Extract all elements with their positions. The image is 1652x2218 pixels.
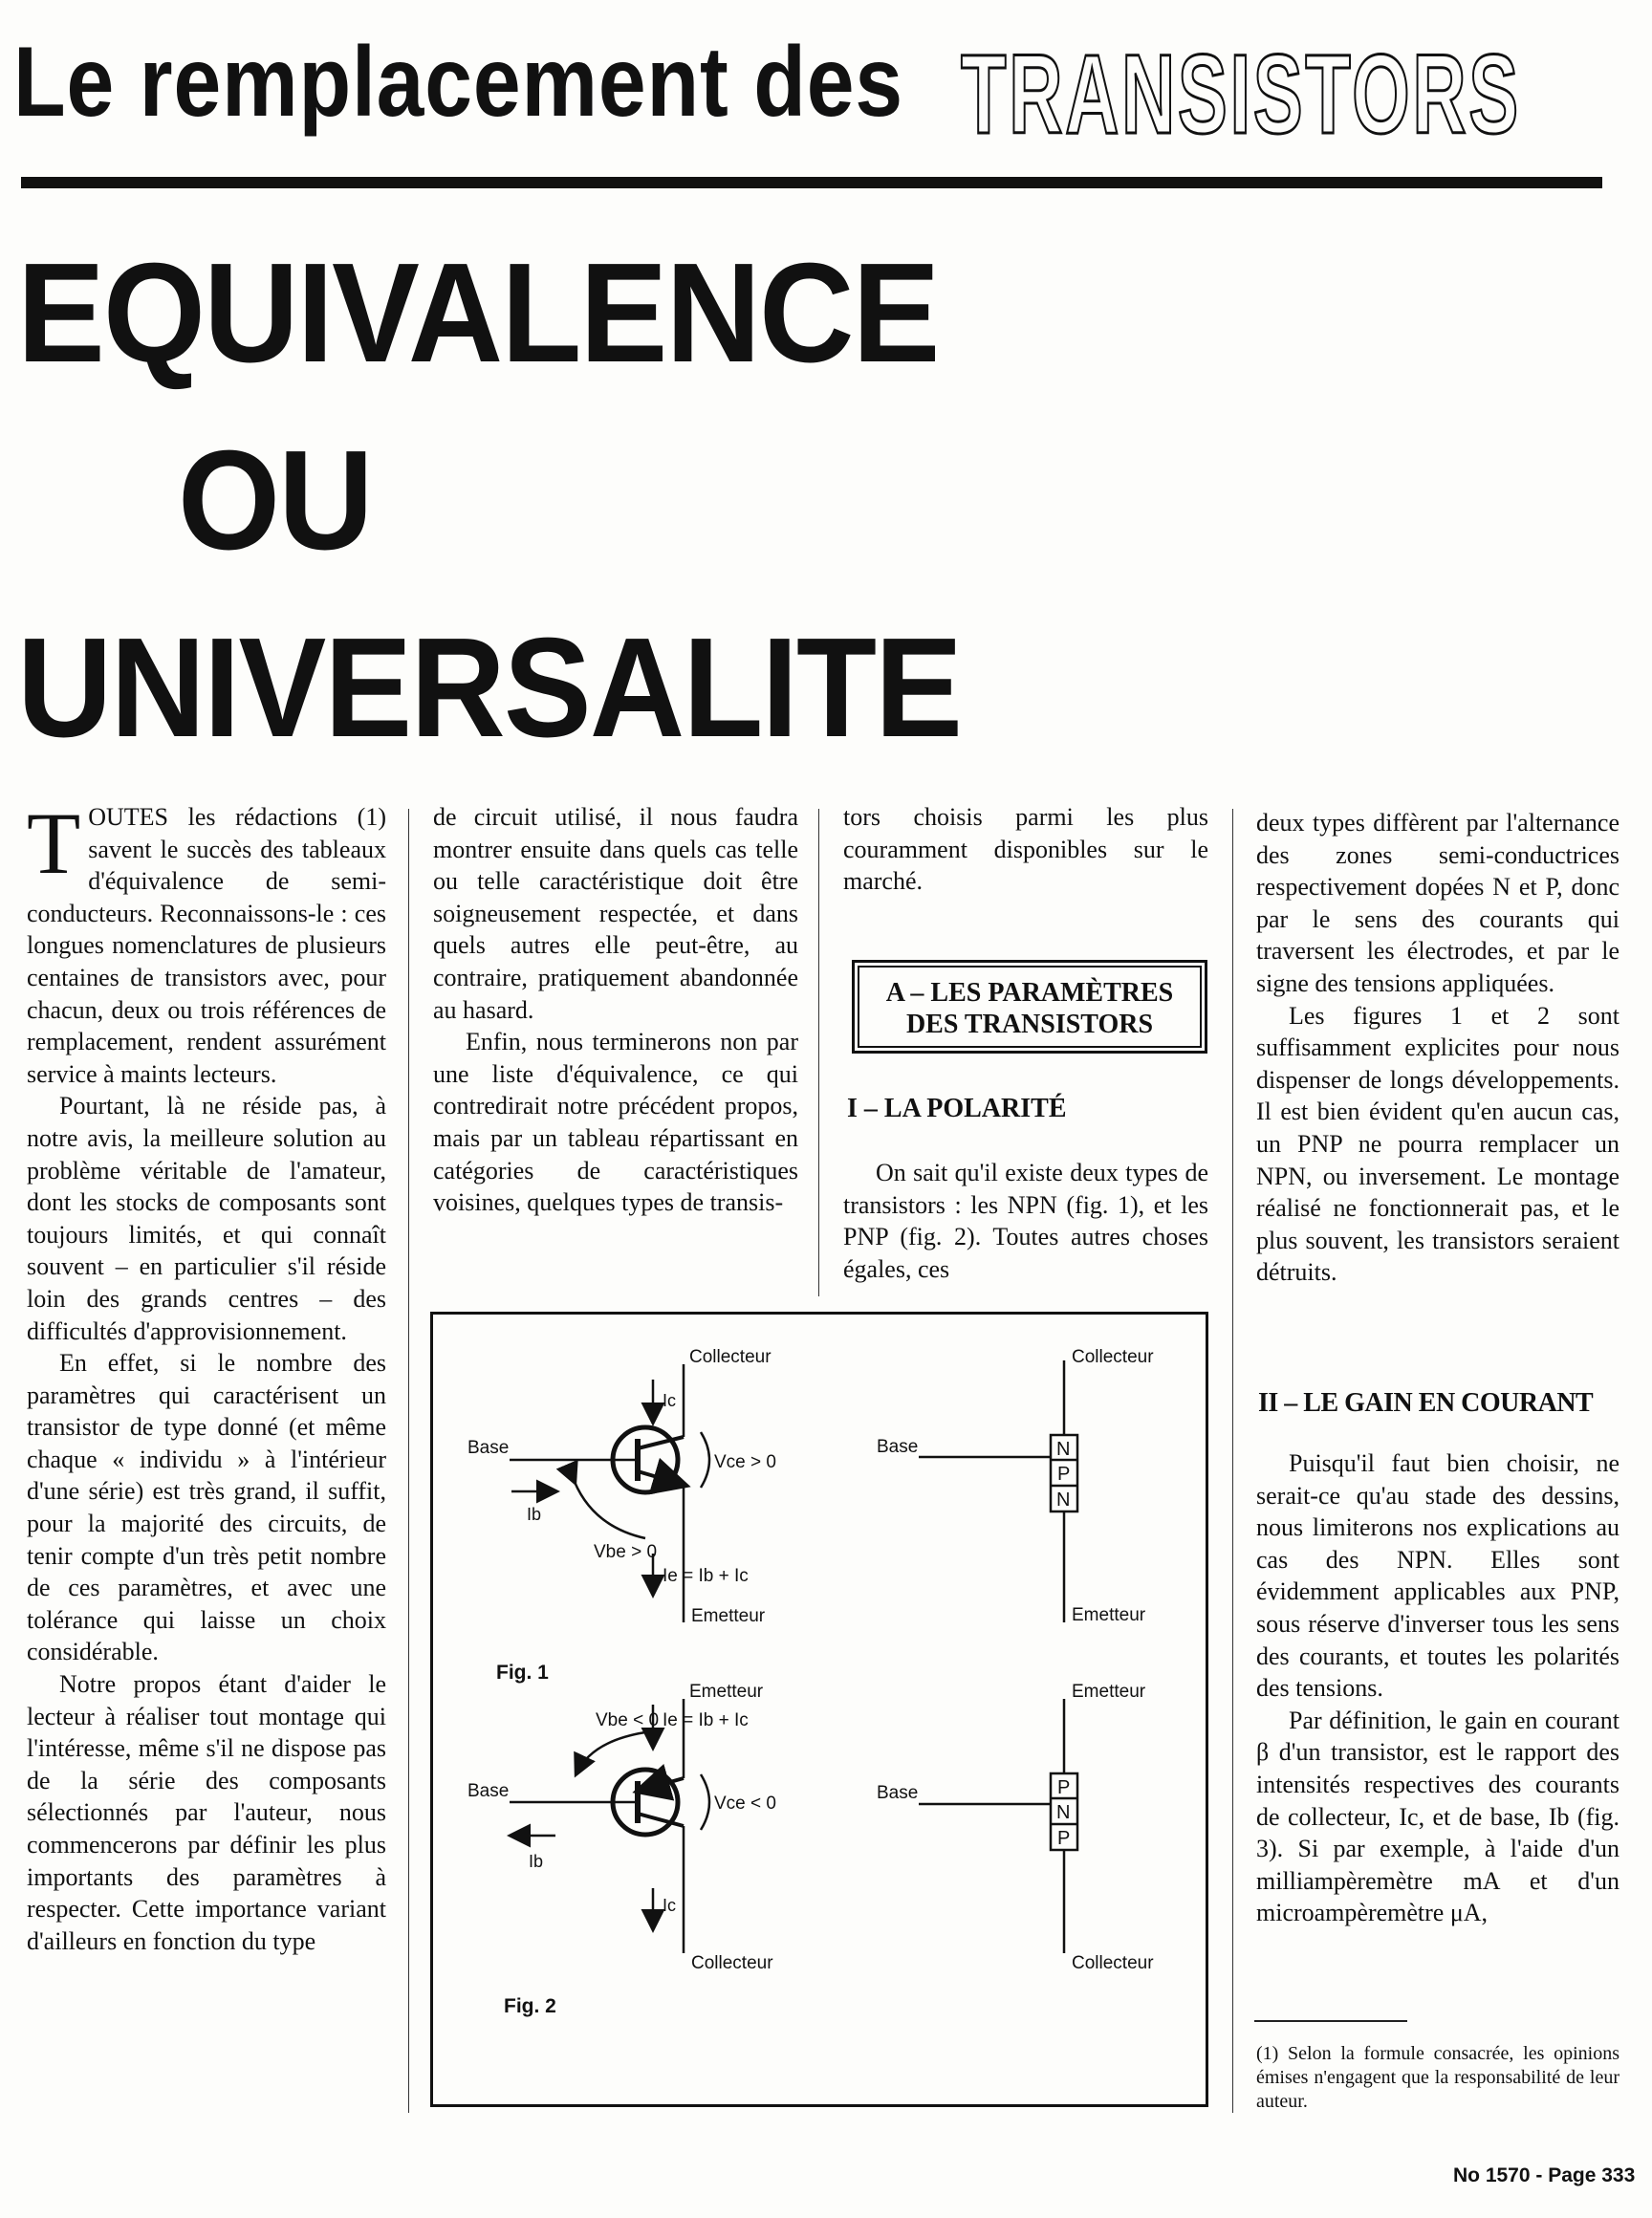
subheading-polarite: I – LA POLARITÉ [847, 1094, 1067, 1123]
fig2-vbe-arc [576, 1732, 645, 1773]
paragraph: Enfin, nous terminerons non par une liste d'équivalence, ce qui contredirait notre précédent propos, mais par un tableau répartissant en catégories de caractéristiques voisines, quelques types de transis- [433, 1028, 798, 1217]
headline-line3: UNIVERSALITE [17, 609, 962, 767]
paragraph: de circuit utilisé, il nous faudra montrer ensuite dans quels cas telle ou telle caractéristique doit être soigneusement respectée, et dans quels autres elle peut-être, au contraire, pratiquement abandonnée au hasard. [433, 803, 798, 1024]
paragraph: Les figures 1 et 2 sont suffisamment explicites pour nous dispenser de longs développements. Il est bien évident qu'en aucun cas, un PNP ne pourra remplacer un NPN, ou inversement. Le montage réalisé ne fonctionnerait pas, et le plus souvent, les transistors seraient détruits. [1256, 1001, 1619, 1287]
fig2-label-vbe: Vbe < 0 [596, 1710, 660, 1730]
header-title-outline: TRANSISTORS [961, 32, 1521, 158]
fig2-caption: Fig. 2 [504, 1995, 556, 2017]
paragraph: Notre propos étant d'aider le lecteur à réaliser tout montage qui l'intéresse, même s'il ne dispose pas de la série des composants sélectionnés par l'auteur, nous commencerons par définir les plus importants des paramètres à respecter. Cette importance variant d'ailleurs en fonction du type [27, 1670, 386, 1955]
fig2-layer-2: N [1056, 1802, 1071, 1823]
fig2-label-ib: Ib [529, 1852, 544, 1871]
fig1-layer-label-collecteur: Collecteur [1072, 1347, 1154, 1367]
column-separator [1232, 809, 1233, 2113]
fig2-label-base: Base [467, 1781, 510, 1801]
fig1-label-emetteur: Emetteur [691, 1606, 766, 1626]
fig1-vce-arc [701, 1432, 709, 1488]
page-number: No 1570 - Page 333 [1453, 2164, 1636, 2186]
fig2-label-emetteur: Emetteur [689, 1682, 764, 1702]
fig2-label-ic: Ic [663, 1896, 677, 1915]
paragraph: Par définition, le gain en courant β d'un transistor, est le rapport des intensités respectives des courants de collecteur, Ic, et de base, Ib (fig. 3). Si par exemple, à l'aide d'un milliampèremètre mA et d'un microampèremètre μA, [1256, 1706, 1619, 1927]
fig2-label-vce: Vce < 0 [714, 1794, 776, 1814]
headline-line1: EQUIVALENCE [17, 234, 939, 392]
header-rule [21, 177, 1602, 188]
fig2-layer-label-collecteur: Collecteur [1072, 1953, 1154, 1973]
transistor-figures [433, 1315, 1206, 2104]
fig2-layer-label-emetteur: Emetteur [1072, 1682, 1146, 1702]
fig1-layer-2: P [1057, 1464, 1071, 1485]
fig1-label-collecteur: Collecteur [689, 1347, 772, 1367]
footnote: (1) Selon la formule consacrée, les opinions émises n'engagent que la responsabilité de leur auteur. [1256, 2043, 1619, 2112]
fig1-label-base: Base [467, 1438, 510, 1458]
fig2-layer-1: P [1057, 1777, 1071, 1798]
fig2-label-ie: Ie = Ib + Ic [663, 1710, 749, 1730]
fig2-vce-arc [701, 1774, 709, 1830]
fig1-layer-1: N [1056, 1439, 1071, 1460]
paragraph: En effet, si le nombre des paramètres qui caractérisent un transistor de type donné (et même chaque « individu » à l'intérieur d'une série) est très grand, il suffit, pour la majorité des circuits, de tenir compte d'un très petit nombre de ces paramètres, et avec une tolérance qui laisse un choix considérable. [27, 1349, 386, 1666]
fig1-layer-label-base: Base [877, 1437, 919, 1457]
column-4-body [1256, 1447, 1619, 1929]
headline-line2: OU [178, 422, 372, 579]
fig1-label-ic: Ic [663, 1391, 677, 1410]
paragraph: On sait qu'il existe deux types de transistors : les NPN (fig. 1), et les PNP (fig. 2). Toutes autres choses égales, ces [843, 1159, 1208, 1283]
header-title: Le remplacement des [13, 27, 904, 138]
column-3 [843, 801, 1208, 898]
section-box [852, 960, 1207, 1054]
fig1-label-vce: Vce > 0 [714, 1452, 776, 1472]
column-separator [818, 809, 819, 1296]
figure-box [430, 1312, 1208, 2107]
fig2-layer-label-base: Base [877, 1783, 919, 1803]
paragraph: deux types diffèrent par l'alternance des zones semi-conductrices respectivement dopées N et P, donc par le sens des courants qui traversent les électrodes, et par le signe des tensions appliquées. [1256, 809, 1619, 997]
footnote-rule [1254, 2020, 1407, 2022]
fig1-layer-3: N [1056, 1490, 1071, 1511]
drop-cap: T [27, 794, 81, 892]
column-2 [433, 801, 798, 1219]
paragraph: tors choisis parmi les plus couramment disponibles sur le marché. [843, 803, 1208, 896]
fig1-label-ie: Ie = Ib + Ic [663, 1566, 749, 1586]
section-box-line1: A – LES PARAMÈTRES [885, 978, 1174, 1008]
column-1 [27, 794, 386, 1957]
fig2-layer-3: P [1057, 1828, 1071, 1849]
section-box-line2: DES TRANSISTORS [905, 1010, 1154, 1039]
fig1-label-ib: Ib [527, 1505, 542, 1524]
paragraph: TOUTES les rédactions (1) savent le succès des tableaux d'équivalence de semi-conducteurs. Reconnaissons-le : ces longues nomenclatures de plusieurs centaines de transistors avec, pour chacun, deux ou trois références de remplacement, rendent assurément service à maints lecteurs. [27, 794, 386, 1088]
column-4 [1256, 807, 1619, 1289]
column-3-body [843, 1157, 1208, 1285]
fig1-layer-label-emetteur: Emetteur [1072, 1605, 1146, 1625]
paragraph: Pourtant, là ne réside pas, à notre avis, la meilleure solution au problème véritable de l'amateur, dont les stocks de composants sont toujours limités, et qui connaît souvent – en particulier s'il réside loin des grands centres – des difficultés d'approvisionnement. [27, 1092, 386, 1345]
fig1-label-vbe: Vbe > 0 [594, 1542, 658, 1562]
column-separator [408, 809, 409, 2113]
paragraph: Puisqu'il faut bien choisir, ne serait-ce qu'au stade des dessins, nous limiterons nos explications au cas des NPN. Elles sont évidemment applicables aux PNP, sous réserve d'inverser tous les sens des courants, et toutes les polarités des tensions. [1256, 1449, 1619, 1703]
fig2-label-collecteur: Collecteur [691, 1953, 773, 1973]
fig1-caption: Fig. 1 [496, 1662, 549, 1684]
subheading-gain: II – LE GAIN EN COURANT [1258, 1388, 1594, 1418]
